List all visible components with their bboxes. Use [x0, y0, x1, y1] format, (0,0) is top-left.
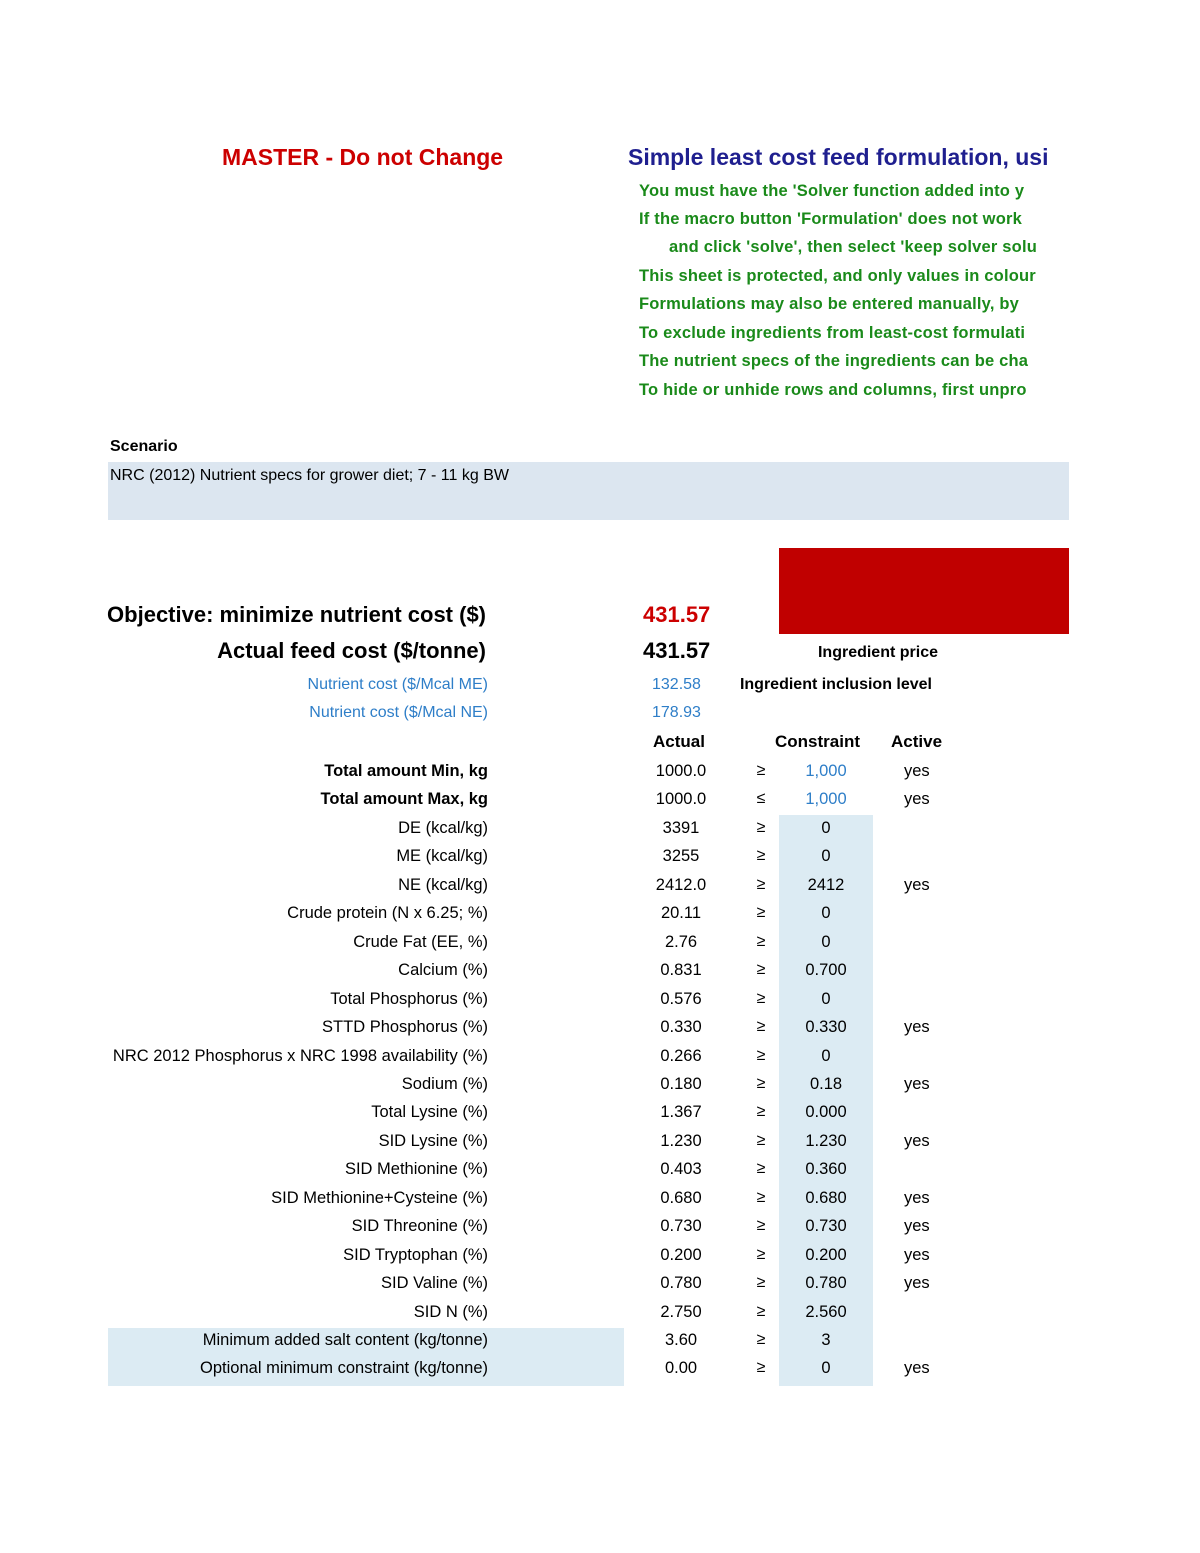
row-operator: ≥: [756, 1075, 766, 1092]
row-active-flag: yes: [904, 1018, 930, 1036]
row-constraint-value[interactable]: 0: [821, 847, 831, 865]
row-actual-value: 1000.0: [655, 762, 707, 780]
row-actual-value: 3.60: [664, 1331, 698, 1349]
row-operator: ≥: [756, 933, 766, 950]
row-active-flag: yes: [904, 1246, 930, 1264]
row-operator: ≥: [756, 819, 766, 836]
row-constraint-value[interactable]: 2412: [807, 876, 845, 894]
master-label: MASTER - Do not Change: [222, 144, 504, 170]
row-label: Total Phosphorus (%): [330, 990, 488, 1008]
row-actual-value: 3391: [662, 819, 700, 837]
row-operator: ≥: [756, 847, 766, 864]
instruction-line: Formulations may also be entered manually, by: [639, 295, 1020, 313]
row-operator: ≥: [756, 1303, 766, 1320]
formulation-button[interactable]: [779, 548, 1069, 634]
row-constraint-value[interactable]: 0.730: [805, 1217, 847, 1235]
row-constraint-value[interactable]: 2.560: [805, 1303, 847, 1321]
instruction-line: To exclude ingredients from least-cost formulati: [639, 324, 1026, 342]
row-active-flag: yes: [904, 1217, 930, 1235]
instruction-line: To hide or unhide rows and columns, first unpro: [639, 381, 1027, 399]
row-constraint-value[interactable]: 0: [821, 904, 831, 922]
row-label: SID Tryptophan (%): [343, 1246, 488, 1264]
row-constraint-value[interactable]: 1,000: [805, 762, 847, 780]
row-active-flag: yes: [904, 876, 930, 894]
instruction-line: and click 'solve', then select 'keep solver solu: [669, 238, 1038, 256]
nutrient-cost-ne-label: Nutrient cost ($/Mcal NE): [309, 704, 488, 721]
row-constraint-value[interactable]: 0: [821, 990, 831, 1008]
row-operator: ≥: [756, 961, 766, 978]
instruction-line: This sheet is protected, and only values in colour: [639, 267, 1036, 285]
row-operator: ≥: [756, 1132, 766, 1149]
objective-value: 431.57: [643, 602, 711, 627]
row-constraint-value[interactable]: 0: [821, 933, 831, 951]
row-constraint-value[interactable]: 0.18: [809, 1075, 843, 1093]
row-operator: ≥: [756, 1160, 766, 1177]
constraint-input-cells[interactable]: [779, 815, 873, 1386]
row-actual-value: 1.367: [660, 1103, 702, 1121]
row-active-flag: yes: [904, 1132, 930, 1150]
ingredient-price-label: Ingredient price: [817, 644, 938, 661]
row-operator: ≥: [756, 1359, 766, 1376]
row-label: Optional minimum constraint (kg/tonne): [200, 1359, 488, 1377]
row-active-flag: yes: [904, 1274, 930, 1292]
row-label: Crude Fat (EE, %): [353, 933, 488, 951]
row-constraint-value[interactable]: 1.230: [805, 1132, 847, 1150]
row-label: Sodium (%): [401, 1075, 488, 1093]
row-actual-value: 0.576: [660, 990, 702, 1008]
row-label: SID Valine (%): [381, 1274, 488, 1292]
row-active-flag: yes: [904, 762, 930, 780]
row-constraint-value[interactable]: 0.700: [805, 961, 847, 979]
row-actual-value: 2.76: [664, 933, 698, 951]
row-label: Minimum added salt content (kg/tonne): [202, 1331, 488, 1349]
nutrient-cost-me-label: Nutrient cost ($/Mcal ME): [307, 676, 488, 693]
row-actual-value: 2.750: [660, 1303, 702, 1321]
row-constraint-value[interactable]: 0.200: [805, 1246, 847, 1264]
row-actual-value: 0.730: [660, 1217, 702, 1235]
row-constraint-value[interactable]: 0.360: [805, 1160, 847, 1178]
row-active-flag: yes: [904, 1075, 930, 1093]
row-operator: ≥: [756, 990, 766, 1007]
scenario-label: Scenario: [110, 438, 178, 455]
row-actual-value: 0.180: [660, 1075, 702, 1093]
row-actual-value: 0.266: [660, 1047, 702, 1065]
row-label: SID Methionine+Cysteine (%): [271, 1189, 488, 1207]
row-actual-value: 0.330: [660, 1018, 702, 1036]
instruction-line: You must have the 'Solver function added into y: [639, 182, 1025, 200]
row-actual-value: 0.200: [660, 1246, 702, 1264]
row-label: Total amount Max, kg: [320, 790, 488, 808]
feed-cost-value: 431.57: [643, 638, 711, 663]
row-label: Total amount Min, kg: [324, 762, 488, 780]
row-operator: ≥: [756, 1018, 766, 1035]
row-operator: ≥: [756, 1274, 766, 1291]
row-label: SID Threonine (%): [351, 1217, 488, 1235]
row-label: Calcium (%): [398, 961, 488, 979]
row-active-flag: yes: [904, 1189, 930, 1207]
row-constraint-value[interactable]: 3: [821, 1331, 831, 1349]
row-label: NE (kcal/kg): [398, 876, 488, 894]
row-actual-value: 0.680: [660, 1189, 702, 1207]
scenario-text: NRC (2012) Nutrient specs for grower diet; 7 - 11 kg BW: [110, 467, 509, 484]
row-label: STTD Phosphorus (%): [322, 1018, 488, 1036]
row-operator: ≥: [756, 762, 766, 779]
row-constraint-value[interactable]: 0: [821, 1359, 831, 1377]
row-operator: ≥: [756, 1246, 766, 1263]
column-header-actual: Actual: [653, 732, 705, 751]
row-operator: ≥: [756, 1217, 766, 1234]
objective-label: Objective: minimize nutrient cost ($): [107, 602, 486, 627]
row-operator: ≥: [756, 1103, 766, 1120]
row-constraint-value[interactable]: 0.330: [805, 1018, 847, 1036]
feed-cost-label: Actual feed cost ($/tonne): [217, 638, 486, 663]
column-header-active: Active: [891, 732, 943, 751]
row-operator: ≥: [756, 1189, 766, 1206]
row-label: NRC 2012 Phosphorus x NRC 1998 availability (%): [112, 1047, 488, 1065]
row-actual-value: 0.00: [664, 1359, 698, 1377]
row-actual-value: 1000.0: [655, 790, 707, 808]
nutrient-cost-me-value: 132.58: [652, 676, 701, 693]
sheet-title: Simple least cost feed formulation, usi: [628, 144, 1049, 170]
row-actual-value: 2412.0: [655, 876, 707, 894]
row-active-flag: yes: [904, 1359, 930, 1377]
row-label: ME (kcal/kg): [396, 847, 488, 865]
row-constraint-value[interactable]: 0.000: [805, 1103, 847, 1121]
row-actual-value: 0.780: [660, 1274, 702, 1292]
row-operator: ≥: [756, 1047, 766, 1064]
row-actual-value: 1.230: [660, 1132, 702, 1150]
nutrient-cost-ne-value: 178.93: [652, 704, 701, 721]
row-active-flag: yes: [904, 790, 930, 808]
row-label: Crude protein (N x 6.25; %): [287, 904, 488, 922]
row-operator: ≥: [756, 876, 766, 893]
row-label: SID Lysine (%): [378, 1132, 488, 1150]
row-constraint-value[interactable]: 0.780: [805, 1274, 847, 1292]
row-constraint-value[interactable]: 0: [821, 1047, 831, 1065]
column-header-constraint: Constraint: [775, 732, 860, 751]
row-constraint-value[interactable]: 0.680: [805, 1189, 847, 1207]
row-operator: ≥: [756, 904, 766, 921]
row-constraint-value[interactable]: 1,000: [805, 790, 847, 808]
row-actual-value: 20.11: [660, 904, 702, 922]
row-operator: ≥: [756, 1331, 766, 1348]
row-actual-value: 0.831: [660, 961, 702, 979]
row-label: SID N (%): [413, 1303, 488, 1321]
row-label: Total Lysine (%): [371, 1103, 488, 1121]
ingredient-inclusion-label: Ingredient inclusion level: [739, 676, 932, 693]
row-operator: ≤: [756, 790, 766, 807]
instruction-line: If the macro button 'Formulation' does not work: [639, 210, 1022, 228]
row-label: SID Methionine (%): [344, 1160, 488, 1178]
row-actual-value: 3255: [662, 847, 700, 865]
row-constraint-value[interactable]: 0: [821, 819, 831, 837]
row-label: DE (kcal/kg): [398, 819, 488, 837]
row-actual-value: 0.403: [660, 1160, 702, 1178]
instruction-line: The nutrient specs of the ingredients can be cha: [639, 352, 1029, 370]
